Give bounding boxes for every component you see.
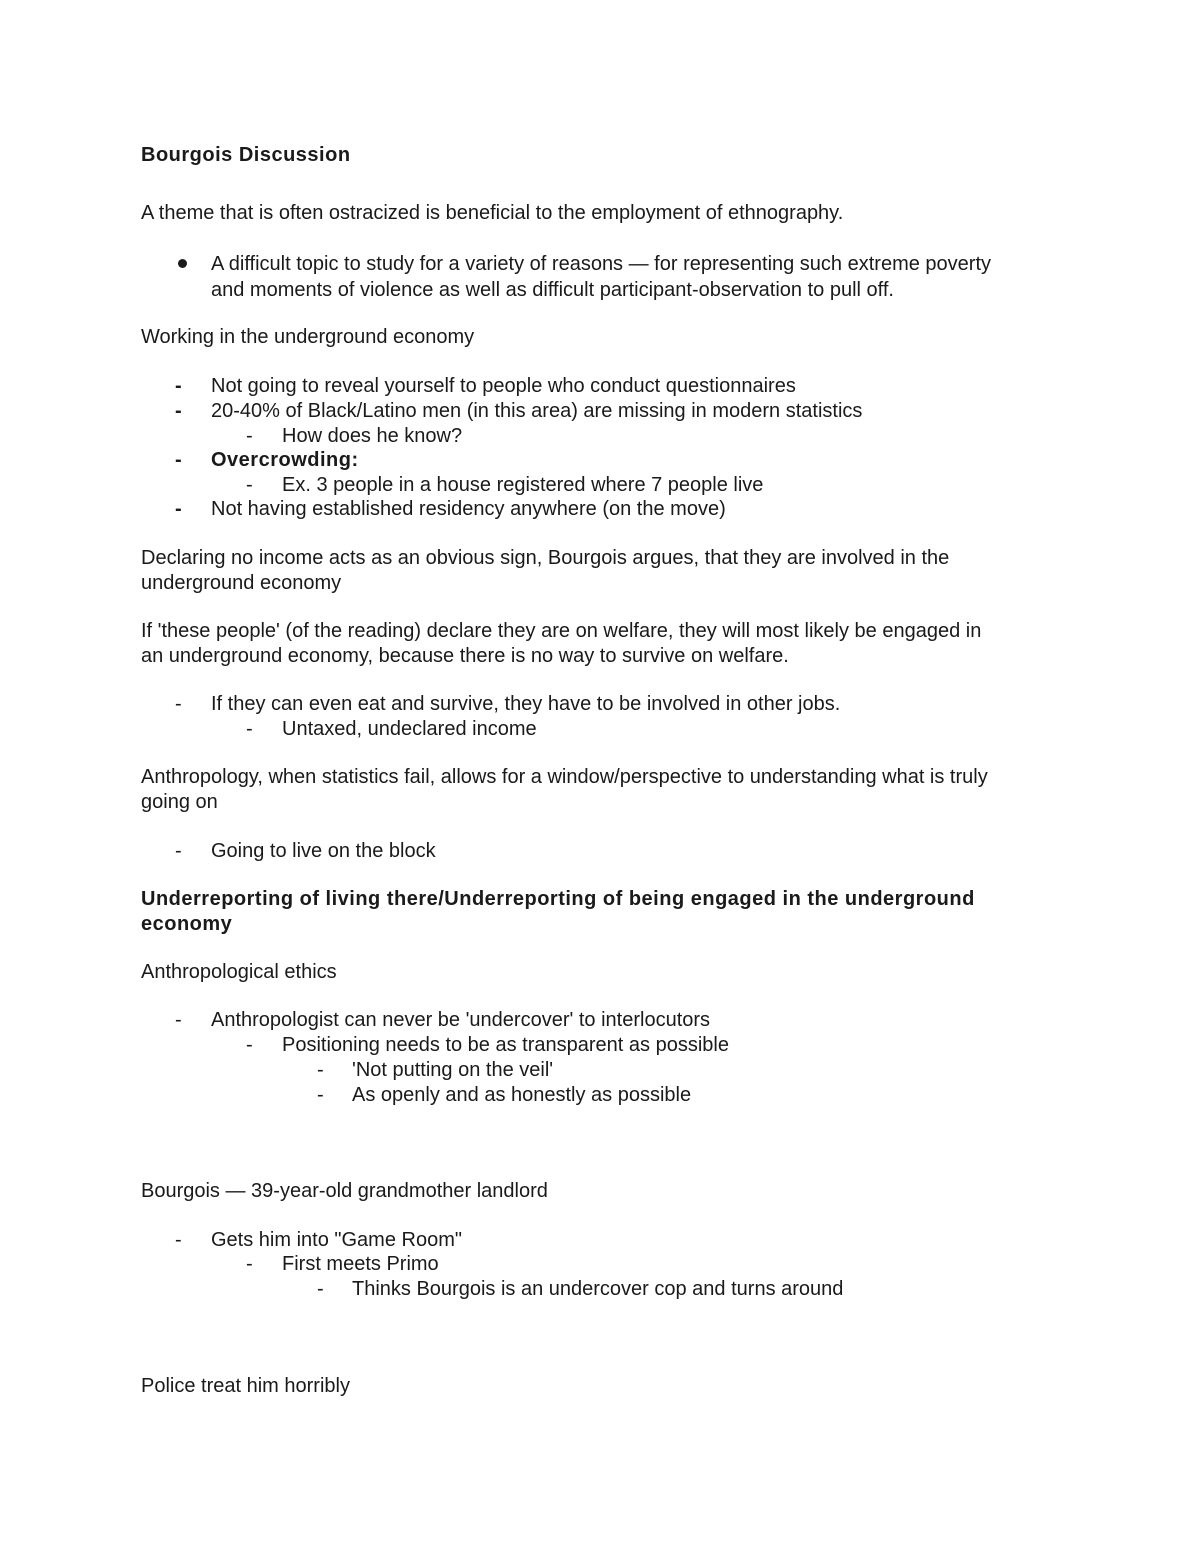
paragraph-declaring-line-2: underground economy [141,572,342,594]
dash-marker: - [317,1278,324,1300]
bullet-text-line-2: and moments of violence as well as difficult participant-observation to pull off. [211,279,894,301]
intro-paragraph: A theme that is often ostracized is beneficial to the employment of ethnography. [141,202,844,224]
list-item: 20-40% of Black/Latino men (in this area) are missing in modern statistics [211,400,863,422]
paragraph-welfare-line-2: an underground economy, because there is no way to survive on welfare. [141,645,789,667]
bullet-text-line-1: A difficult topic to study for a variety of reasons — for representing such extreme poverty [211,253,991,275]
dash-marker: - [246,425,253,447]
dash-marker: - [175,375,183,397]
list-item: If they can even eat and survive, they have to be involved in other jobs. [211,693,841,715]
dash-marker: - [175,840,182,862]
dash-marker: - [175,498,183,520]
list-item-bold: Overcrowding: [211,449,359,471]
dash-marker: - [246,1253,253,1275]
paragraph-anthropology-line-2: going on [141,791,218,813]
document-title: Bourgois Discussion [141,144,351,166]
section-heading-landlord: Bourgois — 39-year-old grandmother landlord [141,1180,548,1202]
list-item-nested: Positioning needs to be as transparent as possible [282,1034,729,1056]
list-item-nested: How does he know? [282,425,463,447]
paragraph-welfare-line-1: If 'these people' (of the reading) declare they are on welfare, they will most likely be engaged in [141,620,982,642]
dash-marker: - [246,718,253,740]
list-item: Not going to reveal yourself to people who conduct questionnaires [211,375,796,397]
list-item-nested-2: As openly and as honestly as possible [352,1084,692,1106]
dash-marker: - [175,400,183,422]
dash-marker: - [175,693,182,715]
dash-marker: - [175,449,183,471]
dash-marker: - [246,1034,253,1056]
bullet-dot [178,259,187,268]
list-item-nested: Ex. 3 people in a house registered where 7 people live [282,474,764,496]
dash-marker: - [246,474,253,496]
list-item-nested-2: 'Not putting on the veil' [352,1059,554,1081]
dash-marker: - [175,1009,182,1031]
list-item: Anthropologist can never be 'undercover' to interlocutors [211,1009,711,1031]
dash-marker: - [175,1229,182,1251]
paragraph-anthropology-line-1: Anthropology, when statistics fail, allows for a window/perspective to understanding what is truly [141,766,988,788]
list-item: Gets him into "Game Room" [211,1229,462,1251]
bold-heading-line-1: Underreporting of living there/Underreporting of being engaged in the underground [141,888,975,910]
dash-marker: - [317,1059,324,1081]
bold-heading-line-2: economy [141,913,233,935]
list-item-nested: Untaxed, undeclared income [282,718,537,740]
dash-marker: - [317,1084,324,1106]
section-heading-underground: Working in the underground economy [141,326,475,348]
paragraph-police: Police treat him horribly [141,1375,350,1397]
list-item: Not having established residency anywhere (on the move) [211,498,726,520]
list-item-nested: First meets Primo [282,1253,439,1275]
section-heading-ethics: Anthropological ethics [141,961,337,983]
list-item-nested-2: Thinks Bourgois is an undercover cop and turns around [352,1278,844,1300]
list-item: Going to live on the block [211,840,436,862]
paragraph-declaring-line-1: Declaring no income acts as an obvious sign, Bourgois argues, that they are involved in the [141,547,950,569]
